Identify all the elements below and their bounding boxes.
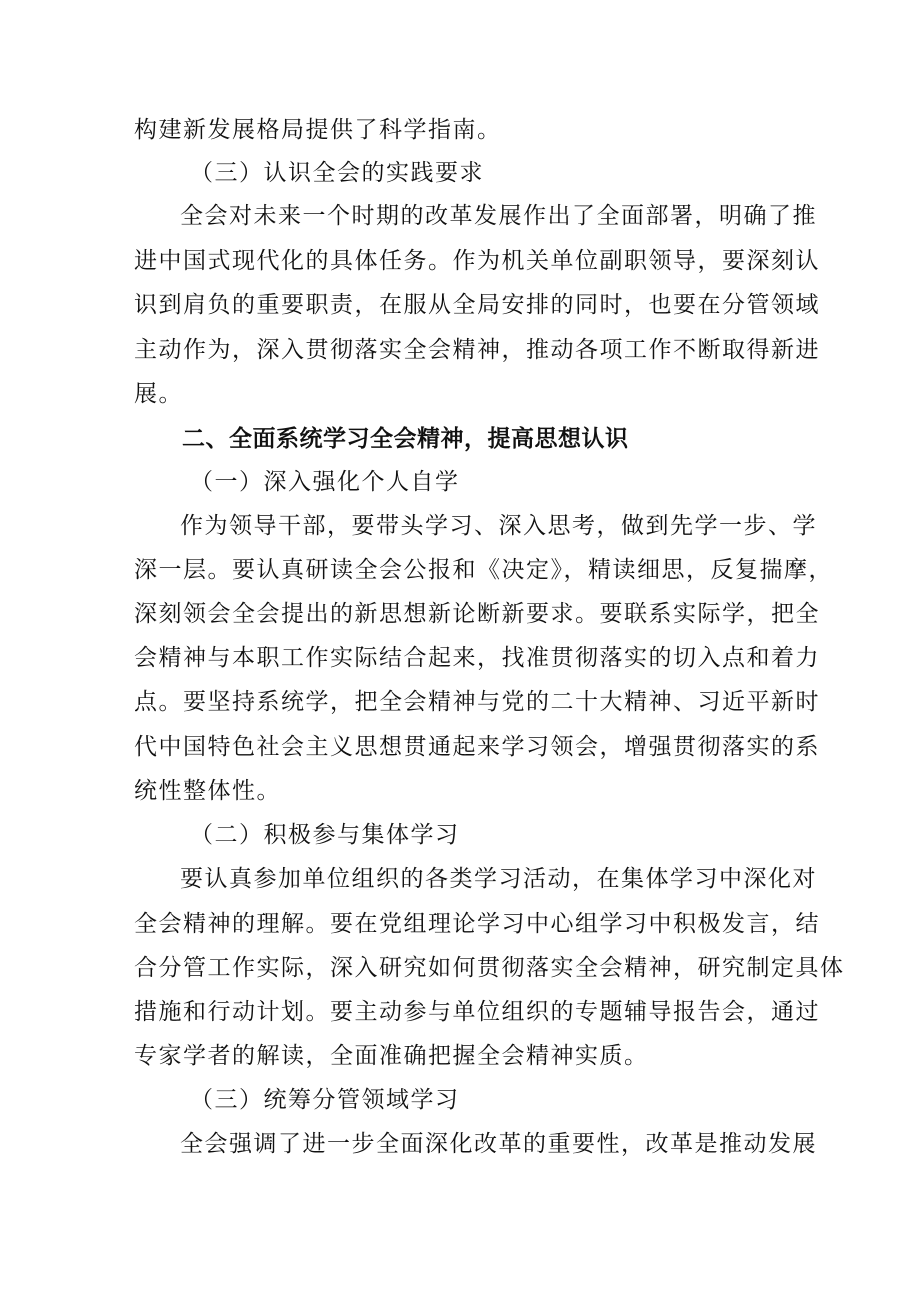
paragraph-line: 主动作为，深入贯彻落实全会精神，推动各项工作不断取得新进	[134, 337, 820, 363]
paragraph-line: 全会精神的理解。要在党组理论学习中心组学习中积极发言，结	[134, 911, 820, 937]
section-heading: 二、全面系统学习全会精神，提高思想认识	[182, 426, 629, 452]
paragraph-line: 作为领导干部，要带头学习、深入思考，做到先学一步、学	[180, 513, 817, 539]
paragraph-line: 合分管工作实际，深入研究如何贯彻落实全会精神，研究制定具体	[134, 955, 845, 981]
paragraph-line: 统性整体性。	[134, 778, 281, 804]
paragraph-line: 专家学者的解读，全面准确把握全会精神实质。	[134, 1043, 649, 1069]
section-subtitle: （二）积极参与集体学习	[190, 822, 460, 848]
paragraph-line: 构建新发展格局提供了科学指南。	[134, 117, 502, 143]
paragraph-line: 全会强调了进一步全面深化改革的重要性，改革是推动发展	[180, 1131, 817, 1157]
paragraph-line: 深刻领会全会提出的新思想新论断新要求。要联系实际学，把全	[134, 601, 820, 627]
paragraph-line: 点。要坚持系统学，把全会精神与党的二十大精神、习近平新时	[134, 689, 820, 715]
paragraph-line: 识到肩负的重要职责，在服从全局安排的同时，也要在分管领域	[134, 292, 820, 318]
paragraph-line: 进中国式现代化的具体任务。作为机关单位副职领导，要深刻认	[134, 248, 820, 274]
section-subtitle: （三）统筹分管领域学习	[190, 1087, 460, 1113]
paragraph-line: 展。	[134, 381, 183, 407]
section-subtitle: （三）认识全会的实践要求	[190, 160, 484, 186]
paragraph-line: 措施和行动计划。要主动参与单位组织的专题辅导报告会，通过	[134, 999, 820, 1025]
section-subtitle: （一）深入强化个人自学	[190, 469, 460, 495]
paragraph-line: 深一层。要认真研读全会公报和《决定》，精读细思，反复揣摩，	[134, 557, 833, 583]
paragraph-line: 会精神与本职工作实际结合起来，找准贯彻落实的切入点和着力	[134, 645, 820, 671]
paragraph-line: 代中国特色社会主义思想贯通起来学习领会，增强贯彻落实的系	[134, 734, 820, 760]
paragraph-line: 要认真参加单位组织的各类学习活动，在集体学习中深化对	[180, 866, 817, 892]
paragraph-line: 全会对未来一个时期的改革发展作出了全面部署，明确了推	[180, 203, 817, 229]
